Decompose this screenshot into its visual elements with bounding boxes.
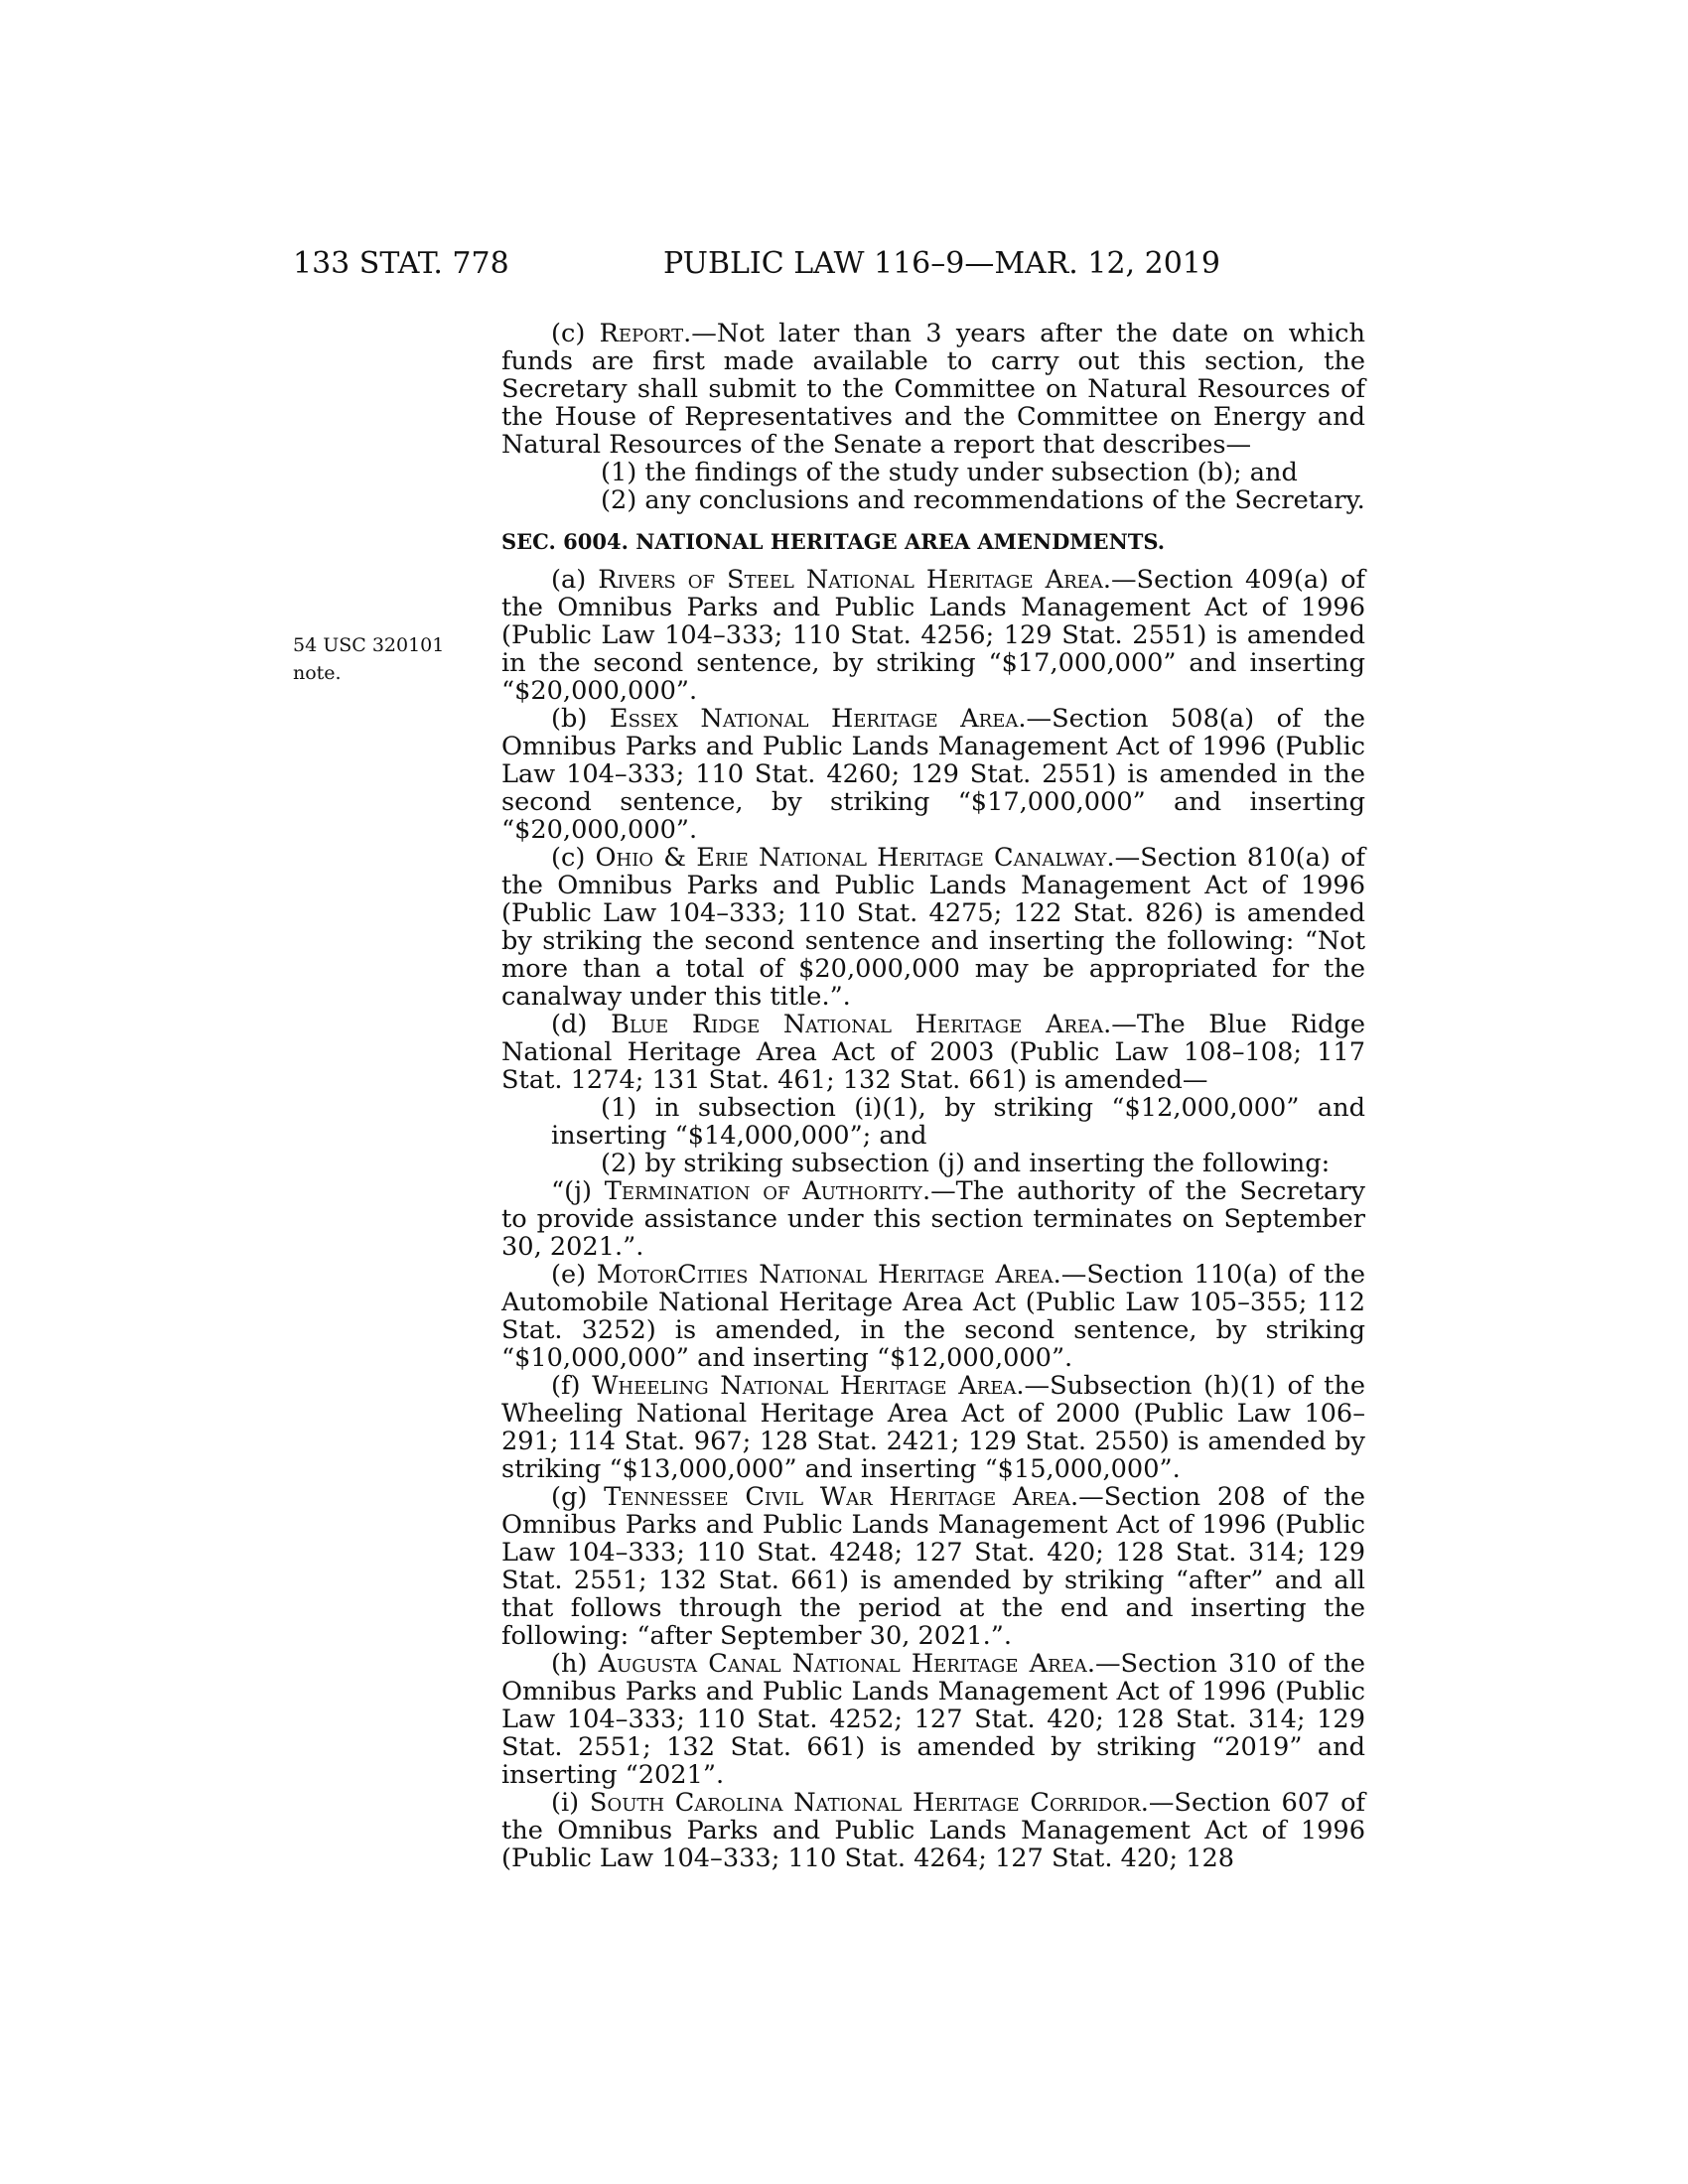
paragraph-g: (g) Tennessee Civil War Heritage Area.—Section 208 of the Omnibus Parks and Public Lands Management Act of 1996 (Public Law 104–333; 110 Stat. 4248; 127 Stat. 420; 128 Stat. 314; 129 Stat. 2551; 132 Stat. 661) is amended by striking “after” and all that follows through the period at the end and inserting the following: “after September 30, 2021.”.: [501, 1482, 1365, 1651]
margin-note: [293, 631, 472, 687]
caption-report: Report: [599, 319, 684, 348]
caption-blue-ridge: Blue Ridge National Heritage Area: [611, 1010, 1104, 1039]
paragraph-f: (f) Wheeling National Heritage Area.—Subsection (h)(1) of the Wheeling National Heritage Area Act of 2000 (Public Law 106–291; 114 Stat. 967; 128 Stat. 2421; 129 Stat. 2550) is amended by striking “$13,000,000” and inserting “$15,000,000”.: [501, 1371, 1365, 1484]
paragraph-c: (c) Ohio & Erie National Heritage Canalway.—Section 810(a) of the Omnibus Parks and Public Lands Management Act of 1996 (Public Law 104–333; 110 Stat. 4275; 122 Stat. 826) is amended by striking the second sentence and inserting the following: “Not more than a total of $20,000,000 may be appropriated for the canalway under this title.”.: [501, 843, 1365, 1012]
paragraph-e: (e) MotorCities National Heritage Area.—Section 110(a) of the Automobile National Heritage Area Act (Public Law 105–355; 112 Stat. 3252) is amended, in the second sentence, by striking “$10,000,000” and inserting “$12,000,000”.: [501, 1260, 1365, 1373]
caption-ohio-erie: Ohio & Erie National Heritage Canalway: [595, 843, 1107, 873]
list-item: (1) in subsection (i)(1), by striking “$12,000,000” and inserting “$14,000,000”; and: [551, 1093, 1365, 1151]
section-heading: SEC. 6004. NATIONAL HERITAGE AREA AMENDMENTS.: [501, 529, 1166, 554]
main-text: [501, 320, 1365, 1872]
paragraph-h: (h) Augusta Canal National Heritage Area.—Section 310 of the Omnibus Parks and Public Lands Management Act of 1996 (Public Law 104–333; 110 Stat. 4252; 127 Stat. 420; 128 Stat. 314; 129 Stat. 2551; 132 Stat. 661) is amended by striking “2019” and inserting “2021”.: [501, 1649, 1365, 1790]
caption-tennessee: Tennessee Civil War Heritage Area: [604, 1482, 1071, 1512]
list-item: (1) the findings of the study under subsection (b); and: [601, 458, 1298, 487]
paragraph-a: (a) Rivers of Steel National Heritage Area.—Section 409(a) of the Omnibus Parks and Public Lands Management Act of 1996 (Public Law 104–333; 110 Stat. 4256; 129 Stat. 2551) is amended in the second sentence, by striking “$17,000,000” and inserting “$20,000,000”.: [501, 565, 1366, 706]
public-law-title: PUBLIC LAW 116–9—MAR. 12, 2019: [663, 246, 1220, 281]
paragraph-i: (i) South Carolina National Heritage Corridor.—Section 607 of the Omnibus Parks and Public Lands Management Act of 1996 (Public Law 104–333; 110 Stat. 4264; 127 Stat. 420; 128: [501, 1788, 1366, 1873]
page-header: [293, 246, 1365, 286]
caption-south-carolina: South Carolina National Heritage Corridor: [589, 1788, 1141, 1818]
caption-rivers-of-steel: Rivers of Steel National Heritage Area: [598, 565, 1103, 595]
list-item: (2) any conclusions and recommendations of the Secretary.: [601, 485, 1365, 515]
paragraph-d: (d) Blue Ridge National Heritage Area.—The Blue Ridge National Heritage Area Act of 2003 (Public Law 108–108; 117 Stat. 1274; 131 Stat. 461; 132 Stat. 661) is amended—: [501, 1010, 1365, 1095]
caption-motorcities: MotorCities National Heritage Area: [596, 1260, 1054, 1290]
stat-page-citation: 133 STAT. 778: [293, 246, 509, 281]
subsection-c-report: (c) Report.—Not later than 3 years after the date on which funds are first made available to carry out this section, the Secretary shall submit to the Committee on Natural Resources of the House of Representatives and the Committee on Energy and Natural Resources of the Senate a report that describes—: [501, 319, 1365, 460]
caption-termination: Termination of Authority: [604, 1176, 922, 1206]
list-item: (2) by striking subsection (j) and inserting the following:: [601, 1149, 1331, 1178]
margin-note-suffix: note.: [293, 662, 342, 684]
caption-augusta: Augusta Canal National Heritage Area: [598, 1649, 1087, 1679]
caption-wheeling: Wheeling National Heritage Area: [592, 1371, 1017, 1401]
paragraph-b: (b) Essex National Heritage Area.—Section 508(a) of the Omnibus Parks and Public Lands Management Act of 1996 (Public Law 104–333; 110 Stat. 4260; 129 Stat. 2551) is amended in the second sentence, by striking “$17,000,000” and inserting “$20,000,000”.: [501, 704, 1365, 845]
margin-note-citation: 54 USC 320101: [293, 634, 445, 656]
quoted-subsection-j: “(j) Termination of Authority.—The authority of the Secretary to provide assistance under this section terminates on September 30, 2021.”.: [501, 1176, 1366, 1262]
caption-essex: Essex National Heritage Area: [609, 704, 1019, 734]
